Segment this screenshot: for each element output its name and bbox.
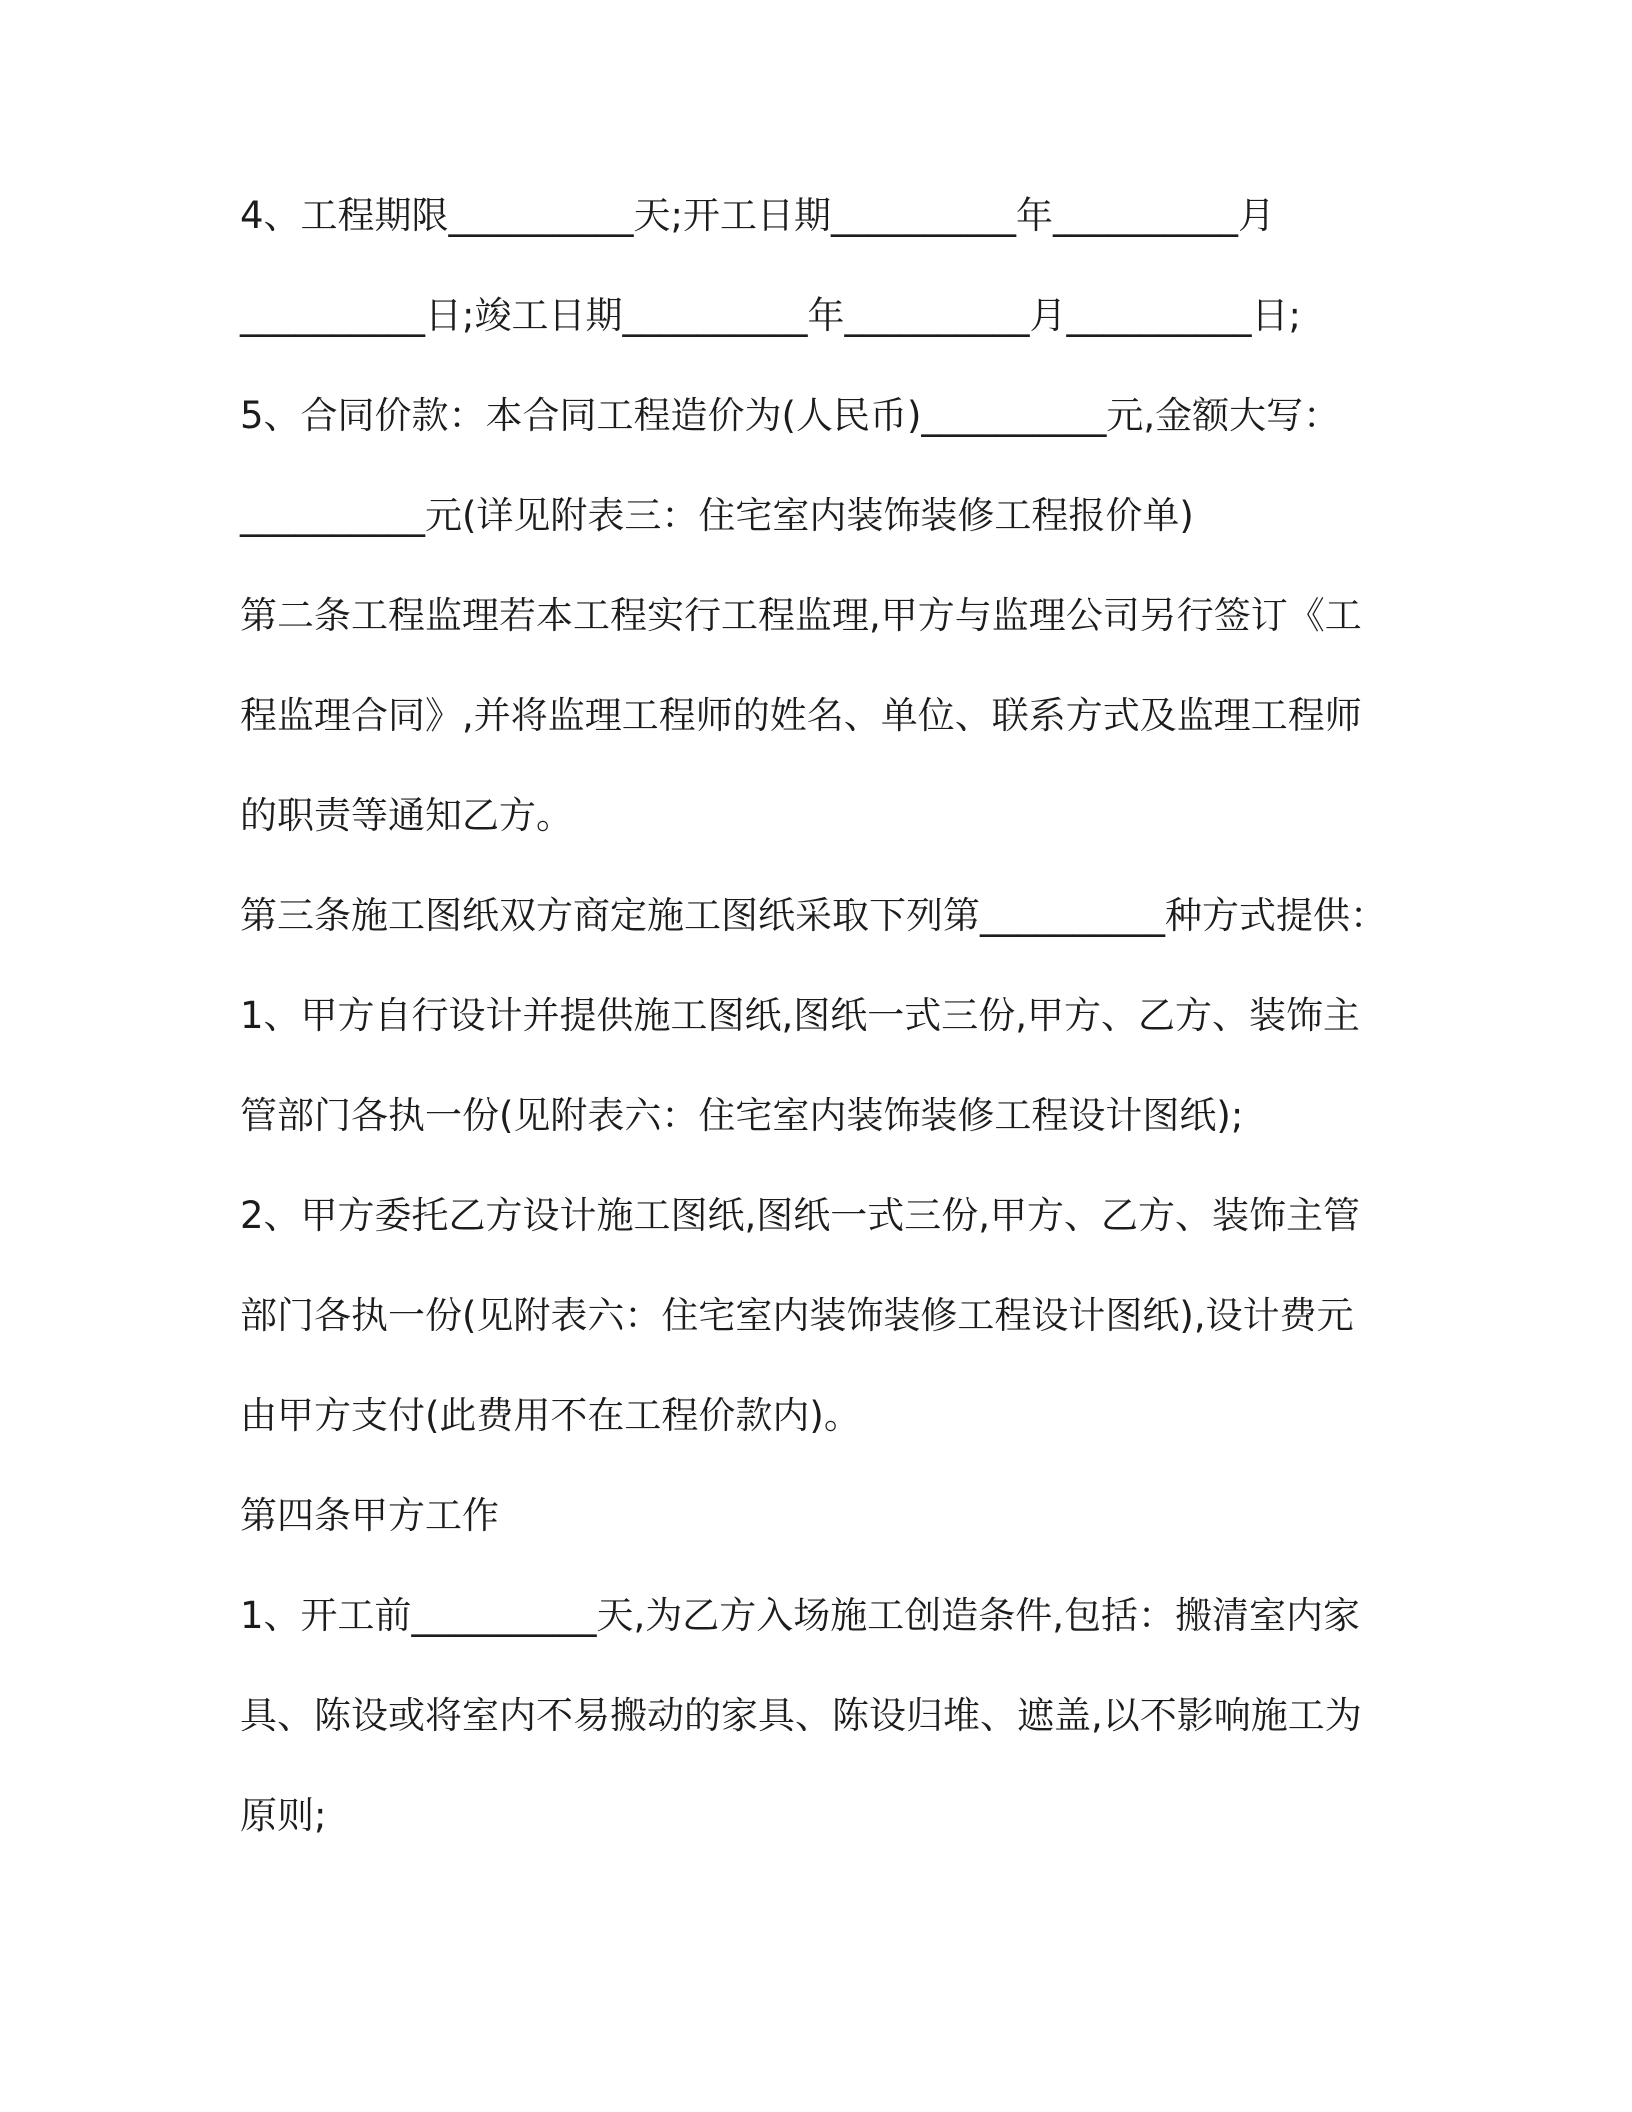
text-line-2: __________日;竣工日期__________年__________月__________日; [240, 294, 1301, 337]
text-line-16: 具、陈设或将室内不易搬动的家具、陈设归堆、遮盖,以不影响施工为 [240, 1694, 1362, 1737]
text-line-17: 原则; [240, 1794, 327, 1837]
text-line-15: 1、开工前__________天,为乙方入场施工创造条件,包括：搬清室内家 [240, 1594, 1361, 1637]
text-line-10: 管部门各执一份(见附表六：住宅室内装饰装修工程设计图纸); [240, 1094, 1244, 1137]
text-line-11: 2、甲方委托乙方设计施工图纸,图纸一式三份,甲方、乙方、装饰主管 [240, 1194, 1361, 1237]
text-line-1: 4、工程期限__________天;开工日期__________年__________月 [240, 194, 1276, 237]
text-line-14: 第四条甲方工作 [240, 1494, 499, 1537]
text-line-9: 1、甲方自行设计并提供施工图纸,图纸一式三份,甲方、乙方、装饰主 [240, 994, 1361, 1037]
text-line-4: __________元(详见附表三：住宅室内装饰装修工程报价单) [240, 494, 1194, 537]
text-line-8: 第三条施工图纸双方商定施工图纸采取下列第__________种方式提供： [240, 894, 1387, 937]
text-line-13: 由甲方支付(此费用不在工程价款内)。 [240, 1394, 861, 1437]
text-line-3: 5、合同价款：本合同工程造价为(人民币)__________元,金额大写： [240, 394, 1341, 437]
text-line-6: 程监理合同》,并将监理工程师的姓名、单位、联系方式及监理工程师 [240, 694, 1362, 737]
text-line-12: 部门各执一份(见附表六：住宅室内装饰装修工程设计图纸),设计费元 [240, 1294, 1354, 1337]
text-line-7: 的职责等通知乙方。 [240, 794, 573, 837]
text-line-5: 第二条工程监理若本工程实行工程监理,甲方与监理公司另行签订《工 [240, 594, 1362, 637]
